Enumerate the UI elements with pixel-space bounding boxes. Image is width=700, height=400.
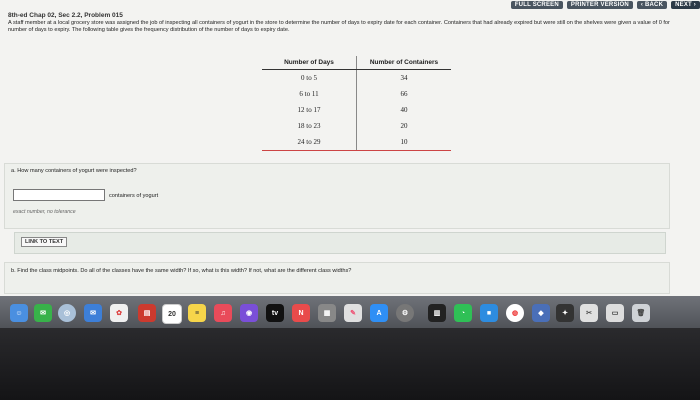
app-store-icon[interactable]: A: [370, 304, 388, 322]
messages-icon[interactable]: ✉: [34, 304, 52, 322]
part-a-question: a. How many containers of yogurt were inspected?: [11, 168, 137, 174]
piano-icon[interactable]: ▥: [428, 304, 446, 322]
answer-tolerance-hint: exact number, no tolerance: [13, 209, 76, 215]
link-to-text-button[interactable]: LINK TO TEXT: [21, 237, 67, 247]
table-row: [262, 134, 451, 151]
top-navigation: [511, 0, 700, 10]
photos-icon[interactable]: ✿: [110, 304, 128, 322]
part-b-question: b. Find the class midpoints. Do all of the classes have the same width? If so, what is this width? If not, what are the different class widths?: [11, 268, 352, 274]
table-row: [262, 86, 451, 102]
finder-icon[interactable]: ☺: [10, 304, 28, 322]
problem-statement: A staff member at a local grocery store was assigned the job of inspecting all containers of yogurt in the store to determine the number of days to expiry date for each container. Containers that had already expired but were still on the shelves were given a value of 0 for number of days to expiry. The following table gives the frequency distribution of the number of days to expiry date.: [8, 20, 670, 33]
apple-tv-icon[interactable]: tv: [266, 304, 284, 322]
answer-unit-label: containers of yogurt: [109, 193, 159, 199]
table-row: [262, 102, 451, 118]
printer-version-button[interactable]: PRINTER VERSION: [567, 1, 633, 9]
next-button[interactable]: NEXT ›: [671, 1, 700, 9]
trash-icon[interactable]: 🗑: [632, 304, 650, 322]
days-cell: 18 to 23: [262, 118, 357, 134]
days-cell: 24 to 29: [262, 134, 357, 151]
part-b-panel: [4, 262, 670, 294]
chrome-icon[interactable]: ◍: [506, 304, 524, 322]
frequency-table: [262, 56, 451, 151]
containers-cell: 20: [400, 122, 408, 130]
back-button[interactable]: ‹ BACK: [637, 1, 667, 9]
app-icon[interactable]: ✂: [580, 304, 598, 322]
table-row: [262, 70, 451, 87]
system-settings-icon[interactable]: ⚙: [396, 304, 414, 322]
safari-icon[interactable]: ◎: [58, 304, 76, 322]
app-icon[interactable]: ◆: [532, 304, 550, 322]
zoom-icon[interactable]: ■: [480, 304, 498, 322]
freeform-icon[interactable]: ✎: [344, 304, 362, 322]
news-icon[interactable]: N: [292, 304, 310, 322]
containers-answer-input[interactable]: [13, 189, 105, 201]
link-to-text-bar: [14, 232, 666, 254]
table-row: [262, 118, 451, 134]
podcasts-icon[interactable]: ◉: [240, 304, 258, 322]
laptop-bezel: [0, 328, 700, 400]
calendar-icon[interactable]: 20: [162, 304, 182, 324]
whatsapp-icon[interactable]: ◔: [454, 304, 472, 322]
contacts-icon[interactable]: ▤: [138, 304, 156, 322]
folder-icon[interactable]: ▭: [606, 304, 624, 322]
preview-icon[interactable]: ▦: [318, 304, 336, 322]
problem-title: 8th-ed Chap 02, Sec 2.2, Problem 015: [8, 12, 123, 19]
containers-cell: 66: [400, 90, 408, 98]
mail-icon[interactable]: ✉: [84, 304, 102, 322]
music-icon[interactable]: ♫: [214, 304, 232, 322]
column-header-days: Number of Days: [262, 56, 357, 70]
days-cell: 12 to 17: [262, 102, 357, 118]
days-cell: 6 to 11: [262, 86, 357, 102]
dock: [0, 296, 700, 328]
app-icon[interactable]: ✦: [556, 304, 574, 322]
containers-cell: 40: [400, 106, 408, 114]
full-screen-button[interactable]: FULL SCREEN: [511, 1, 563, 9]
notes-icon[interactable]: ≡: [188, 304, 206, 322]
column-header-containers: Number of Containers: [357, 56, 452, 70]
part-a-panel: [4, 163, 670, 229]
days-cell: 0 to 5: [262, 70, 357, 87]
containers-cell: 10: [357, 134, 452, 151]
containers-cell: 34: [400, 74, 408, 82]
